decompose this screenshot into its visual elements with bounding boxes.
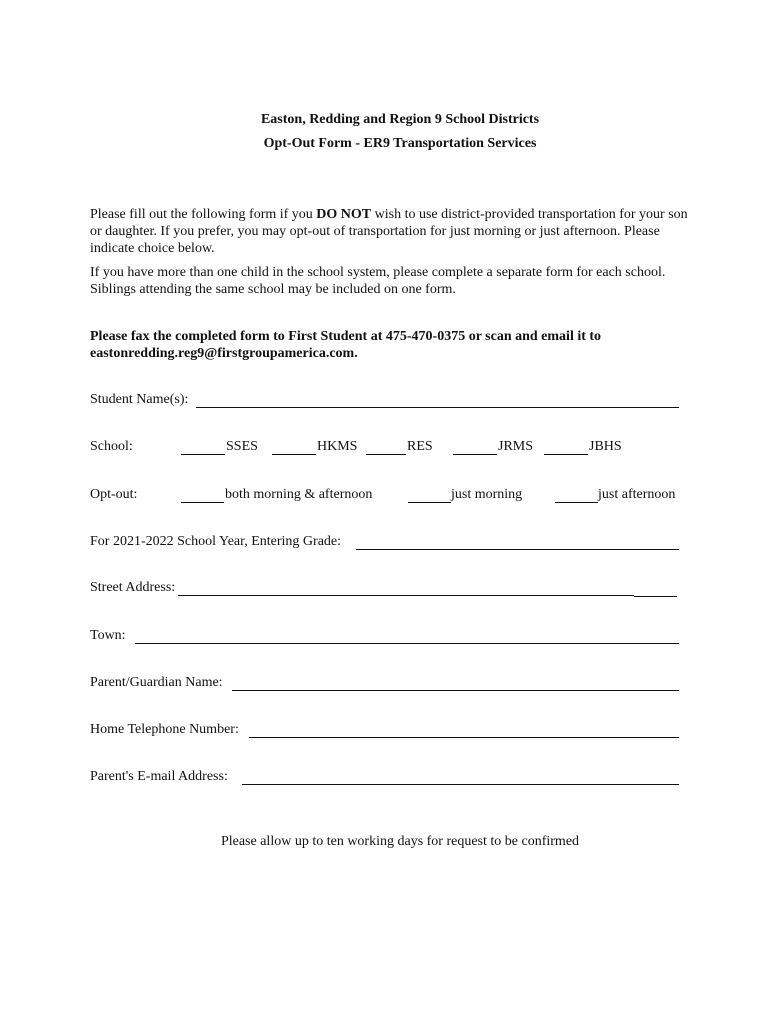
street-address-label: Street Address:	[90, 580, 176, 595]
school-option-res: RES	[407, 439, 433, 454]
home-phone-field[interactable]	[249, 723, 679, 738]
school-res-blank[interactable]	[366, 440, 406, 455]
school-option-hkms: HKMS	[317, 439, 358, 454]
optout-morning-blank[interactable]	[408, 488, 451, 503]
intro-paragraph-2: If you have more than one child in the school system, please complete a separate form for each school. Siblings attending the same school may be included on one form.	[90, 265, 666, 297]
optout-afternoon-blank[interactable]	[555, 488, 598, 503]
school-hkms-blank[interactable]	[272, 440, 316, 455]
street-address-field[interactable]	[178, 581, 634, 596]
school-label: School:	[90, 439, 133, 454]
intro-paragraph-1	[90, 206, 690, 257]
student-names-field[interactable]	[196, 393, 679, 408]
parent-email-label: Parent's E-mail Address:	[90, 769, 228, 784]
school-sses-blank[interactable]	[181, 440, 225, 455]
town-field[interactable]	[135, 629, 679, 644]
parent-name-label: Parent/Guardian Name:	[90, 675, 223, 690]
confirmation-note: Please allow up to ten working days for request to be confirmed	[220, 834, 580, 849]
student-names-label: Student Name(s):	[90, 392, 189, 407]
school-option-jrms: JRMS	[498, 439, 534, 454]
school-option-sses: SSES	[226, 439, 258, 454]
optout-both-blank[interactable]	[181, 488, 224, 503]
school-jbhs-blank[interactable]	[544, 440, 588, 455]
street-address-extra-blank[interactable]	[634, 582, 677, 597]
grade-field[interactable]	[356, 535, 679, 550]
optout-option-morning: just morning	[451, 487, 523, 502]
town-label: Town:	[90, 628, 126, 643]
form-title-line1: Easton, Redding and Region 9 School Districts	[260, 112, 540, 127]
intro-text-suffix: wish to use district-provided transportation for your son or daughter. If you prefer, you may opt-out of transportation for just morning or just afternoon. Please indicate choice below.	[90, 207, 688, 256]
school-option-jbhs: JBHS	[589, 439, 622, 454]
parent-name-field[interactable]	[232, 676, 679, 691]
home-phone-label: Home Telephone Number:	[90, 722, 239, 737]
form-title-line2: Opt-Out Form - ER9 Transportation Services	[263, 136, 537, 151]
school-jrms-blank[interactable]	[453, 440, 497, 455]
optout-option-afternoon: just afternoon	[598, 487, 676, 502]
grade-label: For 2021-2022 School Year, Entering Grade:	[90, 534, 342, 549]
optout-option-both: both morning & afternoon	[225, 487, 373, 502]
intro-emphasis: DO NOT	[316, 207, 372, 222]
submission-instructions: Please fax the completed form to First Student at 475-470-0375 or scan and email it to eastonredding.reg9@firstgroupamerica.com.	[90, 329, 602, 361]
parent-email-field[interactable]	[242, 770, 679, 785]
optout-label: Opt-out:	[90, 487, 138, 502]
intro-text-prefix: Please fill out the following form if you	[90, 207, 317, 222]
